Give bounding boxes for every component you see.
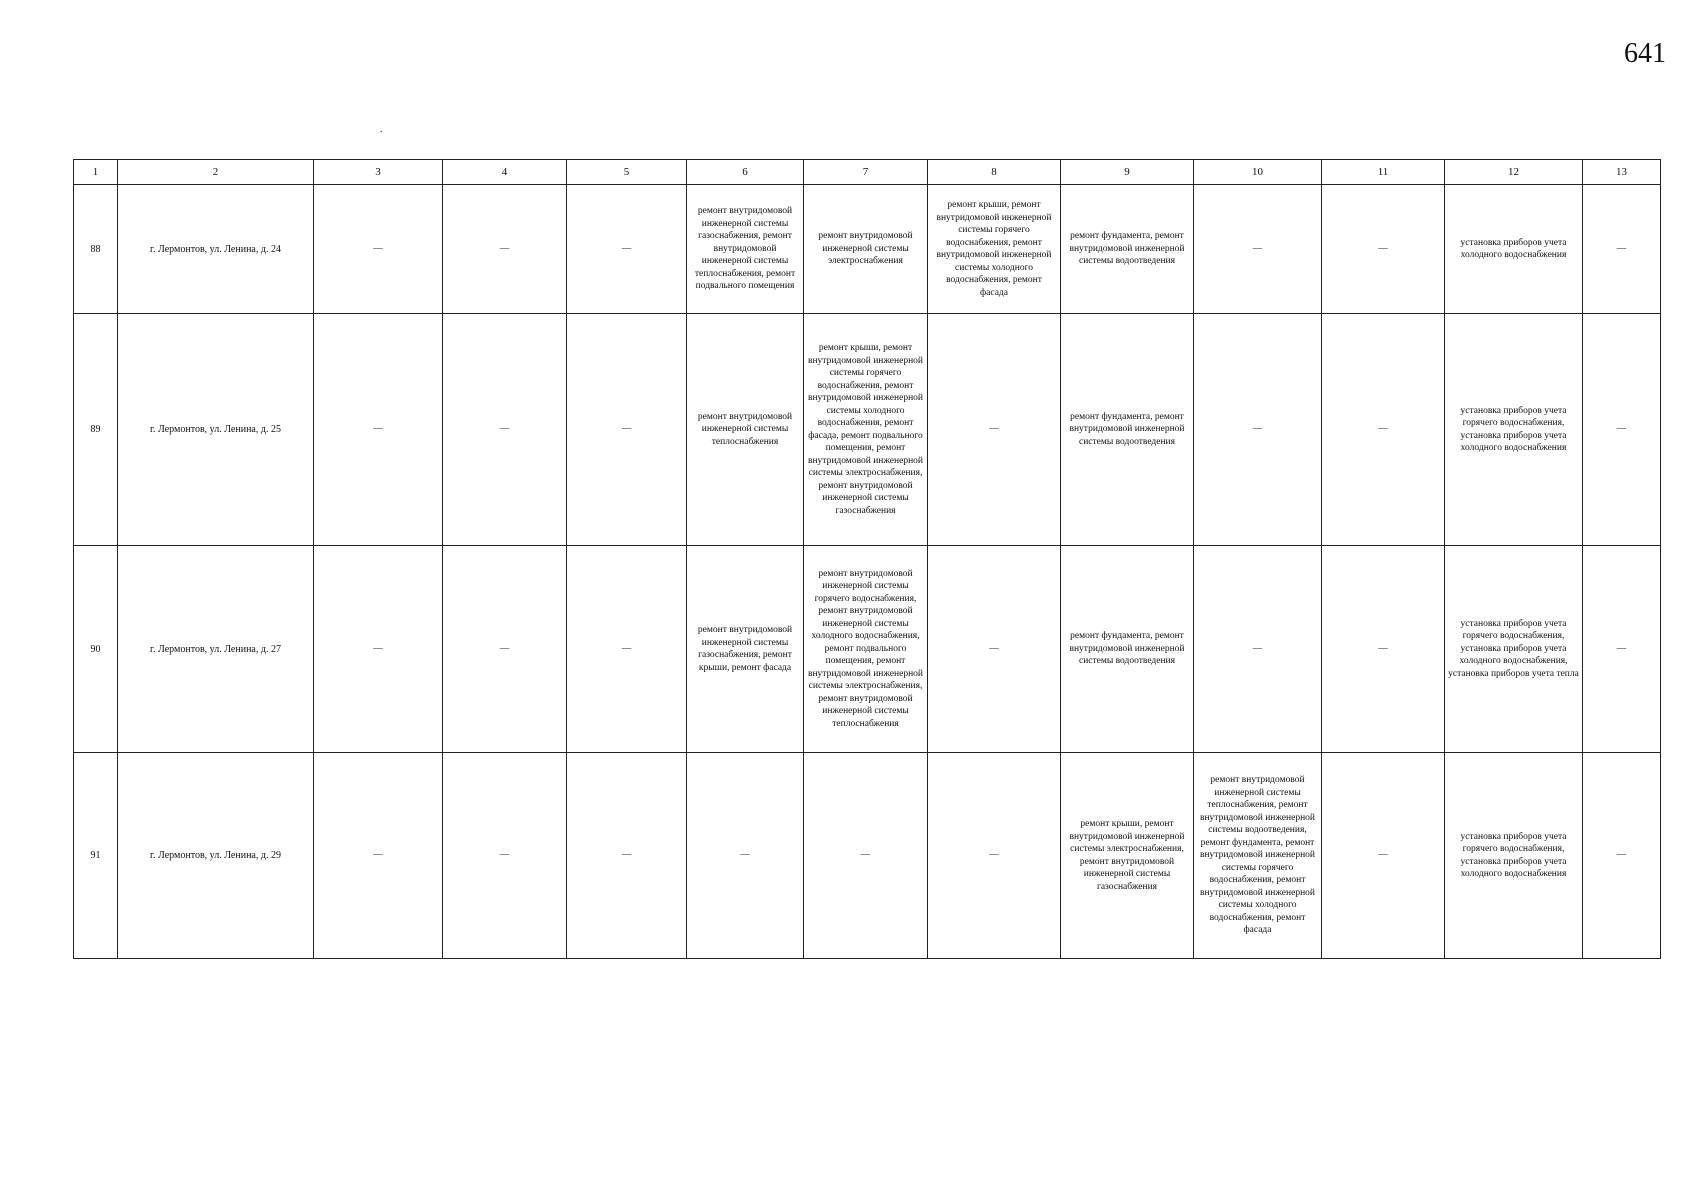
- cell-col-13: —: [1583, 314, 1661, 546]
- cell-col-12: установка приборов учета холодного водоснабжения: [1445, 185, 1583, 314]
- row-number: 90: [74, 546, 118, 753]
- cell-col-7: —: [804, 753, 928, 959]
- cell-col-7: ремонт внутридомовой инженерной системы электроснабжения: [804, 185, 928, 314]
- cell-col-3: —: [314, 753, 443, 959]
- address-cell: г. Лермонтов, ул. Ленина, д. 24: [118, 185, 314, 314]
- cell-col-9: ремонт крыши, ремонт внутридомовой инженерной системы электроснабжения, ремонт внутридомовой инженерной системы газоснабжения: [1061, 753, 1194, 959]
- row-number: 88: [74, 185, 118, 314]
- col-header-12: 12: [1445, 160, 1583, 185]
- cell-col-10: —: [1194, 546, 1322, 753]
- cell-col-3: —: [314, 185, 443, 314]
- cell-col-6: ремонт внутридомовой инженерной системы газоснабжения, ремонт внутридомовой инженерной системы теплоснабжения, ремонт подвального помещения: [687, 185, 804, 314]
- cell-col-12: установка приборов учета горячего водоснабжения, установка приборов учета холодного водоснабжения: [1445, 753, 1583, 959]
- cell-col-5: —: [567, 185, 687, 314]
- cell-col-8: ремонт крыши, ремонт внутридомовой инженерной системы горячего водоснабжения, ремонт внутридомовой инженерной системы холодного водоснабжения, ремонт фасада: [928, 185, 1061, 314]
- cell-col-13: —: [1583, 753, 1661, 959]
- cell-col-4: —: [443, 546, 567, 753]
- cell-col-10: —: [1194, 314, 1322, 546]
- cell-col-8: —: [928, 546, 1061, 753]
- stray-mark: .: [380, 124, 383, 135]
- row-number: 89: [74, 314, 118, 546]
- cell-col-7: ремонт внутридомовой инженерной системы горячего водоснабжения, ремонт внутридомовой инженерной системы холодного водоснабжения, ремонт подвального помещения, ремонт внутридомовой инженерной системы электроснабжения, ремонт внутридомовой инженерной системы теплоснабжения: [804, 546, 928, 753]
- table-row: [74, 753, 1661, 959]
- cell-col-12: установка приборов учета горячего водоснабжения, установка приборов учета холодного водоснабжения: [1445, 314, 1583, 546]
- work-schedule-table: [73, 159, 1661, 959]
- cell-col-3: —: [314, 546, 443, 753]
- cell-col-7: ремонт крыши, ремонт внутридомовой инженерной системы горячего водоснабжения, ремонт внутридомовой инженерной системы холодного водоснабжения, ремонт фасада, ремонт подвального помещения, ремонт внутридомовой инженерной системы электроснабжения, ремонт внутридомовой инженерной системы газоснабжения: [804, 314, 928, 546]
- table-row: [74, 546, 1661, 753]
- cell-col-4: —: [443, 753, 567, 959]
- page-number: 641: [1624, 38, 1666, 69]
- address-cell: г. Лермонтов, ул. Ленина, д. 25: [118, 314, 314, 546]
- col-header-6: 6: [687, 160, 804, 185]
- cell-col-4: —: [443, 185, 567, 314]
- cell-col-10: ремонт внутридомовой инженерной системы теплоснабжения, ремонт внутридомовой инженерной системы водоотведения, ремонт фундамента, ремонт внутридомовой инженерной системы горячего водоснабжения, ремонт внутридомовой инженерной системы холодного водоснабжения, ремонт фасада: [1194, 753, 1322, 959]
- cell-col-11: —: [1322, 185, 1445, 314]
- cell-col-10: —: [1194, 185, 1322, 314]
- cell-col-13: —: [1583, 546, 1661, 753]
- cell-col-8: —: [928, 753, 1061, 959]
- col-header-3: 3: [314, 160, 443, 185]
- table-row: [74, 185, 1661, 314]
- col-header-7: 7: [804, 160, 928, 185]
- cell-col-8: —: [928, 314, 1061, 546]
- address-cell: г. Лермонтов, ул. Ленина, д. 29: [118, 753, 314, 959]
- col-header-9: 9: [1061, 160, 1194, 185]
- header-row: [74, 160, 1661, 185]
- col-header-1: 1: [74, 160, 118, 185]
- col-header-8: 8: [928, 160, 1061, 185]
- cell-col-5: —: [567, 753, 687, 959]
- row-number: 91: [74, 753, 118, 959]
- col-header-10: 10: [1194, 160, 1322, 185]
- cell-col-11: —: [1322, 314, 1445, 546]
- cell-col-6: ремонт внутридомовой инженерной системы теплоснабжения: [687, 314, 804, 546]
- cell-col-11: —: [1322, 753, 1445, 959]
- cell-col-6: —: [687, 753, 804, 959]
- cell-col-3: —: [314, 314, 443, 546]
- cell-col-5: —: [567, 314, 687, 546]
- cell-col-13: —: [1583, 185, 1661, 314]
- col-header-4: 4: [443, 160, 567, 185]
- col-header-2: 2: [118, 160, 314, 185]
- cell-col-9: ремонт фундамента, ремонт внутридомовой инженерной системы водоотведения: [1061, 314, 1194, 546]
- cell-col-9: ремонт фундамента, ремонт внутридомовой инженерной системы водоотведения: [1061, 546, 1194, 753]
- table-row: [74, 314, 1661, 546]
- cell-col-5: —: [567, 546, 687, 753]
- cell-col-11: —: [1322, 546, 1445, 753]
- col-header-11: 11: [1322, 160, 1445, 185]
- col-header-13: 13: [1583, 160, 1661, 185]
- cell-col-4: —: [443, 314, 567, 546]
- address-cell: г. Лермонтов, ул. Ленина, д. 27: [118, 546, 314, 753]
- cell-col-12: установка приборов учета горячего водоснабжения, установка приборов учета холодного водоснабжения, установка приборов учета тепла: [1445, 546, 1583, 753]
- cell-col-6: ремонт внутридомовой инженерной системы газоснабжения, ремонт крыши, ремонт фасада: [687, 546, 804, 753]
- col-header-5: 5: [567, 160, 687, 185]
- cell-col-9: ремонт фундамента, ремонт внутридомовой инженерной системы водоотведения: [1061, 185, 1194, 314]
